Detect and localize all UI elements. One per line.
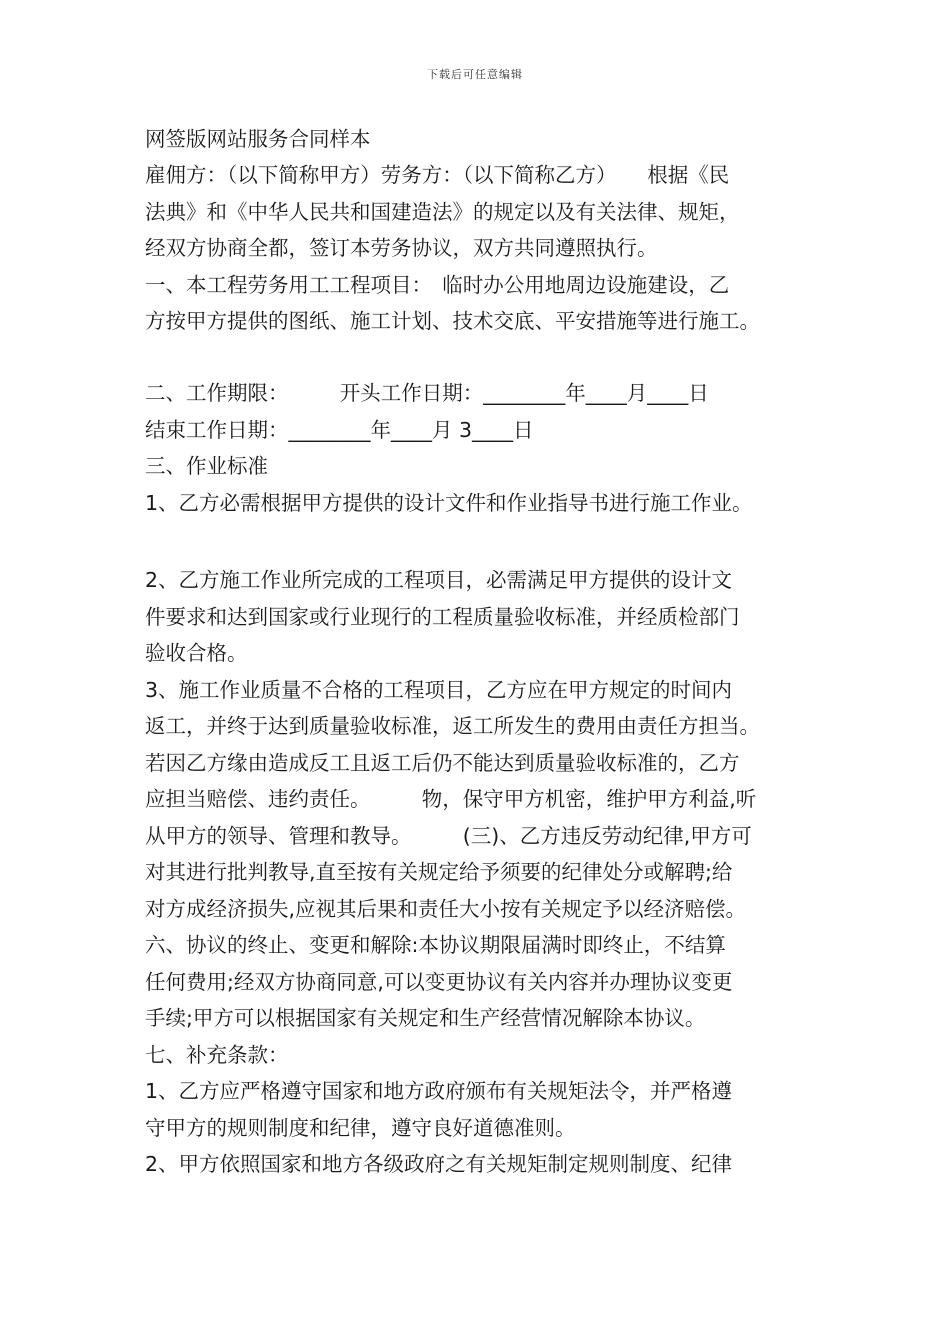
text-line: 从甲方的领导、管理和教导。 (三)、乙方违反劳动纪律,甲方可 bbox=[145, 823, 752, 848]
text-line: 若因乙方缘由造成反工且返工后仍不能达到质量验收标准的，乙方 bbox=[145, 750, 740, 775]
text-line: 法典》和《中华人民共和国建造法》的规定以及有关法律、规矩， bbox=[145, 199, 740, 224]
text-line: 件要求和达到国家或行业现行的工程质量验收标准，并经质检部门 bbox=[145, 604, 740, 629]
text-line: 对方成经济损失,应视其后果和责任大小按有关规定予以经济赔偿。 bbox=[145, 896, 747, 921]
text-line: 二、工作期限： 开头工作日期：________年____月____日 bbox=[145, 381, 709, 405]
text-line: 对其进行批判教导,直至按有关规定给予须要的纪律处分或解聘;给 bbox=[145, 860, 733, 884]
header-note: 下载后可任意编辑 bbox=[427, 68, 523, 81]
text-line: 手续;甲方可以根据国家有关规定和生产经营情况解除本协议。 bbox=[145, 1006, 706, 1030]
text-line: 七、补充条款： bbox=[145, 1042, 289, 1067]
text-line: 结束工作日期：________年____月 3____日 bbox=[145, 417, 534, 442]
text-line: 2、乙方施工作业所完成的工程项目，必需满足甲方提供的设计文 bbox=[145, 568, 733, 592]
text-line: 三、作业标准 bbox=[145, 454, 268, 478]
text-line: 1、乙方应严格遵守国家和地方政府颁布有关规矩法令，并严格遵 bbox=[145, 1079, 733, 1103]
text-line: 2、甲方依照国家和地方各级政府之有关规矩制定规则制度、纪律 bbox=[145, 1152, 733, 1176]
document-title: 网签版网站服务合同样本 bbox=[145, 127, 371, 151]
text-line: 方按甲方提供的图纸、施工计划、技术交底、平安措施等进行施工。 bbox=[145, 309, 760, 333]
paragraph-block-intro bbox=[145, 157, 835, 340]
text-line: 六、协议的终止、变更和解除:本协议期限届满时即终止，不结算 bbox=[145, 933, 726, 957]
text-line: 应担当赔偿、违约责任。 物，保守甲方机密，维护甲方利益,听 bbox=[145, 787, 757, 811]
text-line: 验收合格。 bbox=[145, 641, 248, 665]
paragraph-block-standards bbox=[145, 562, 835, 1183]
text-line: 3、施工作业质量不合格的工程项目，乙方应在甲方规定的时间内 bbox=[145, 677, 733, 702]
text-line: 守甲方的规则制度和纪律，遵守良好道德准则。 bbox=[145, 1115, 576, 1140]
text-line: 1、乙方必需根据甲方提供的设计文件和作业指导书进行施工作业。 bbox=[145, 490, 753, 515]
text-line: 任何费用;经双方协商同意,可以变更协议有关内容并办理协议变更 bbox=[145, 969, 733, 994]
text-line: 雇佣方：（以下简称甲方）劳务方：（以下简称乙方） 根据《民 bbox=[145, 163, 730, 187]
text-line: 返工，并终于达到质量验收标准，返工所发生的费用由责任方担当。 bbox=[145, 714, 760, 738]
text-line: 一、本工程劳务用工工程项目： 临时办公用地周边设施建设，乙 bbox=[145, 272, 730, 297]
paragraph-block-term bbox=[145, 375, 835, 521]
text-line: 经双方协商全都，签订本劳务协议，双方共同遵照执行。 bbox=[145, 236, 658, 260]
